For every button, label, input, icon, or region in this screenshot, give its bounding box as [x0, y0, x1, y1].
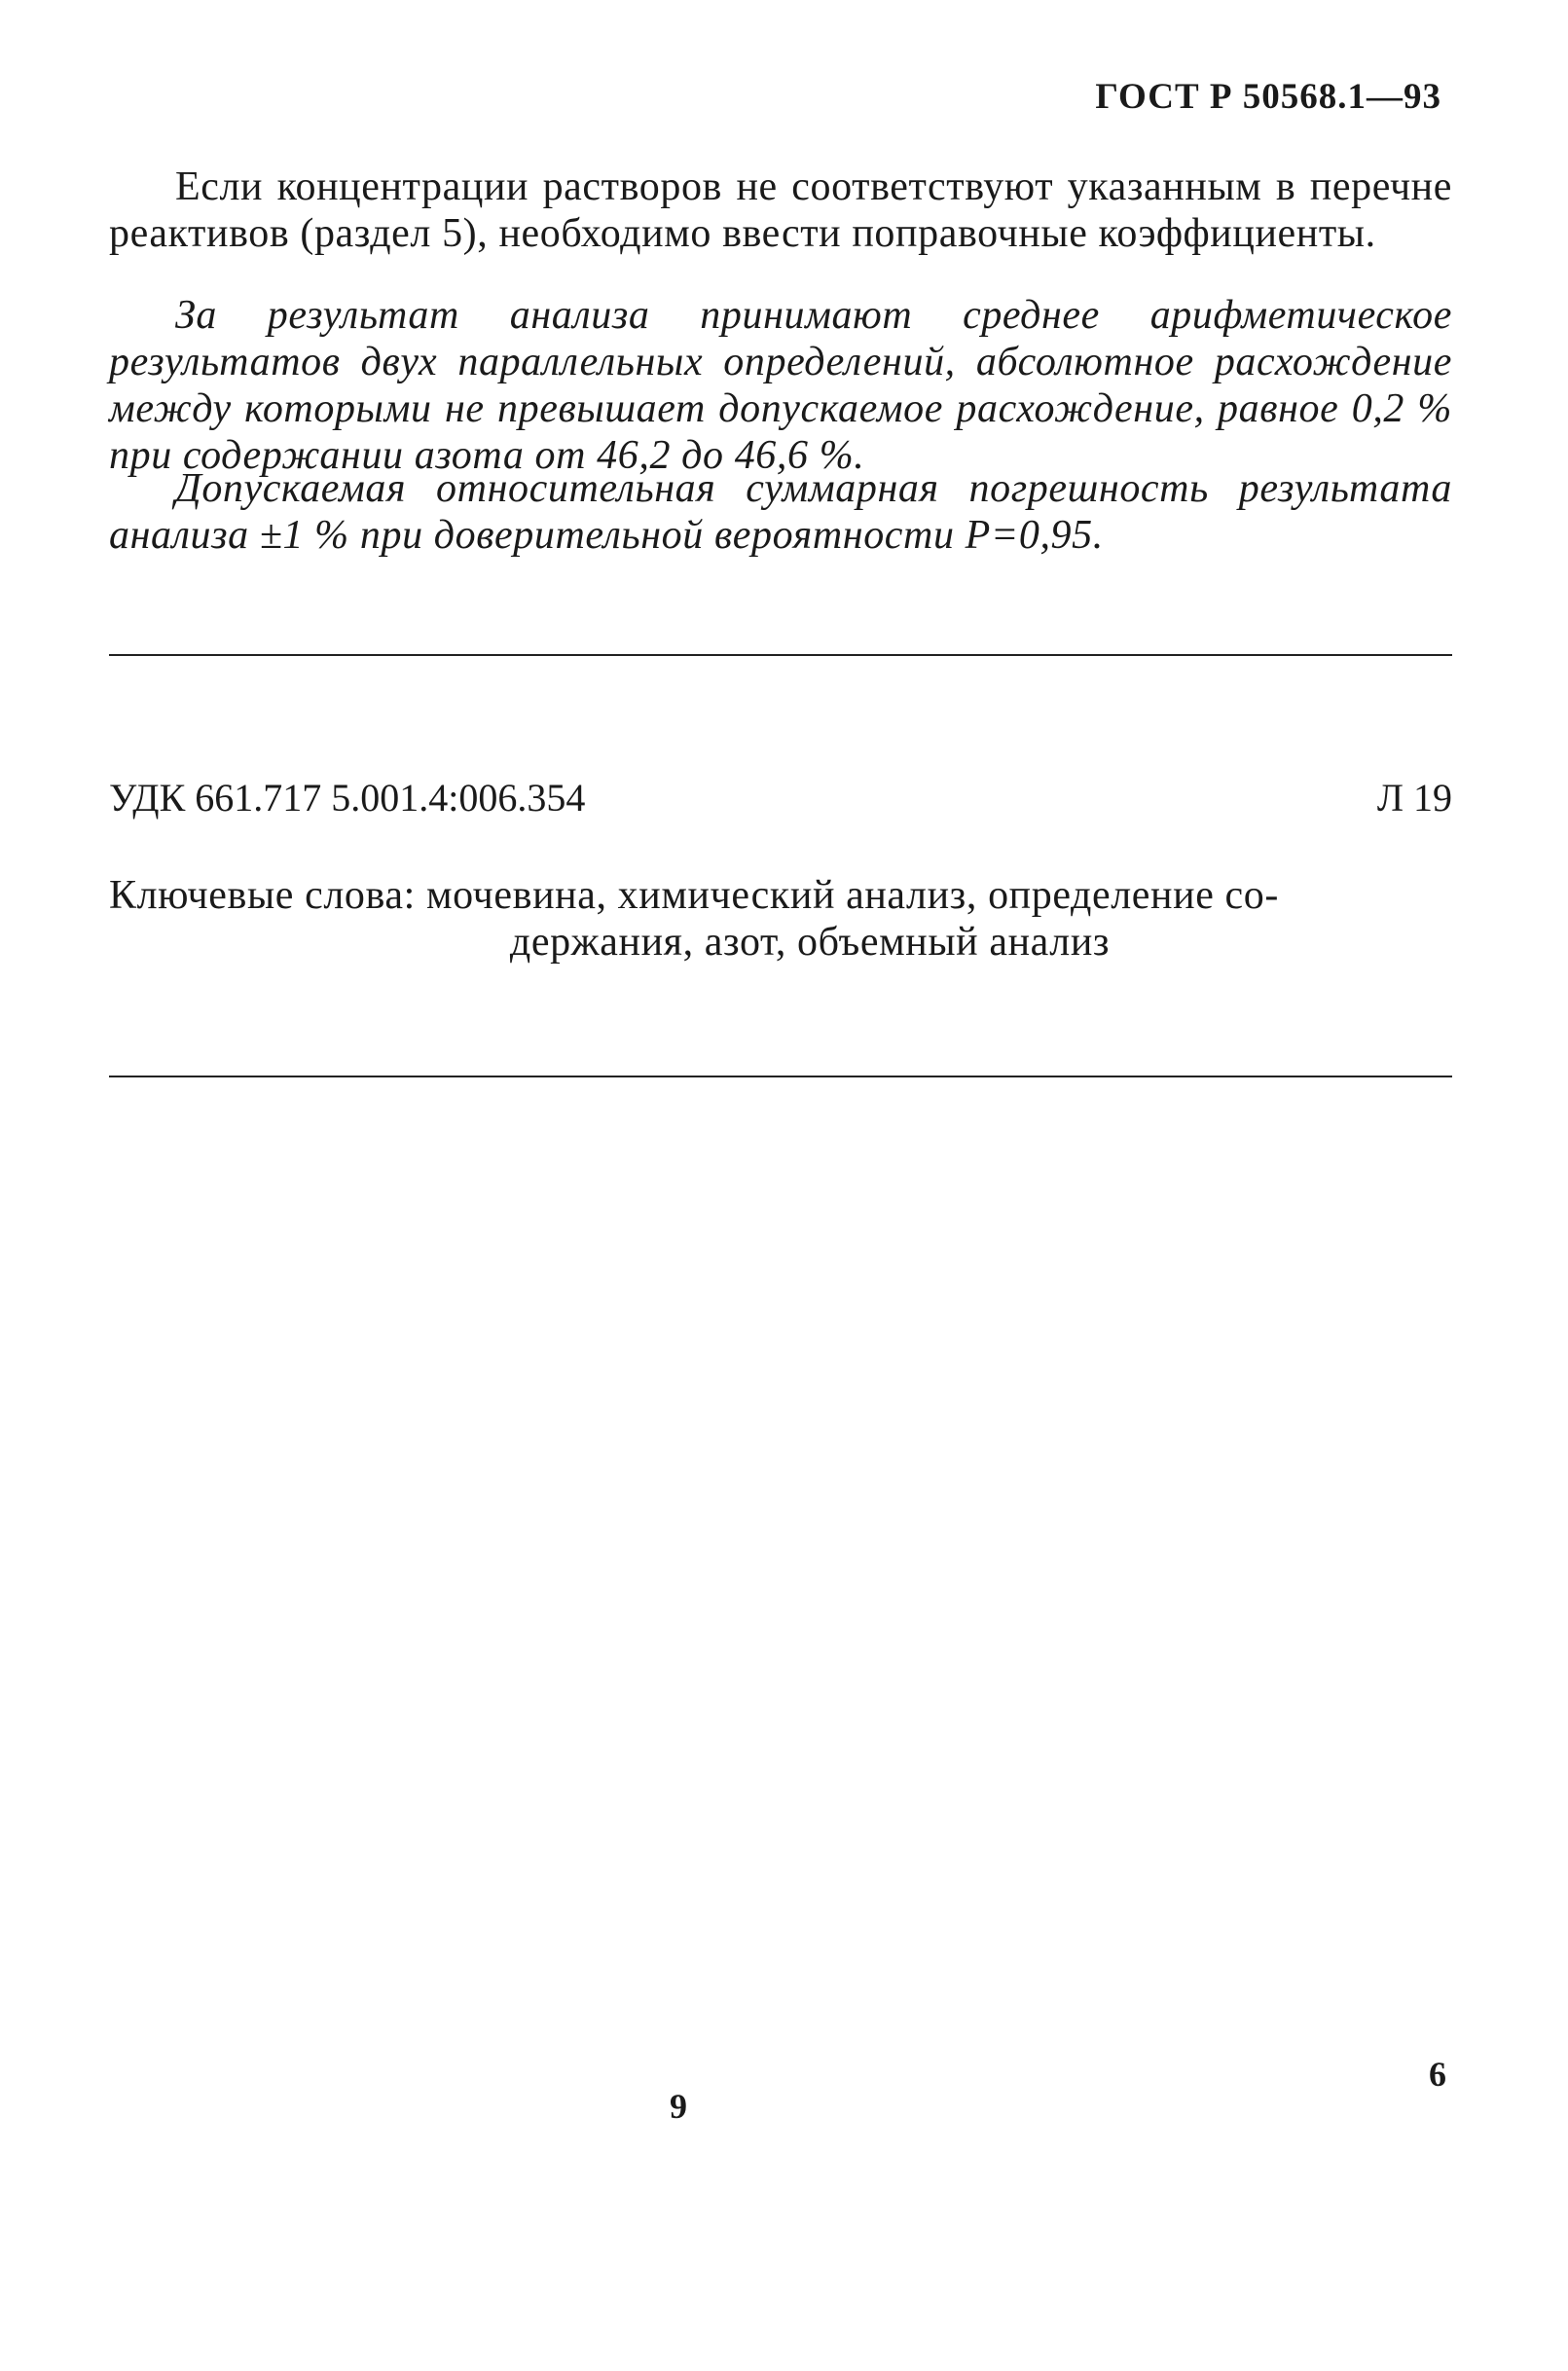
- divider-top: [109, 654, 1452, 656]
- standard-code: ГОСТ Р 50568.1—93: [1095, 77, 1441, 117]
- paragraph-correction-coefficients: Если концентрации растворов не соответствуют указанным в перечне реактивов (раздел 5), необходимо ввести поправочные коэффициенты.: [109, 164, 1452, 256]
- classification-row: [109, 775, 1452, 821]
- page-number: 9: [670, 2087, 687, 2126]
- group-code: Л 19: [1376, 776, 1452, 820]
- divider-bottom: [109, 1076, 1452, 1077]
- udk-code: УДК 661.717 5.001.4:006.354: [109, 776, 586, 820]
- keywords: [109, 872, 1452, 966]
- paragraph-permissible-error: Допускаемая относительная суммарная погрешность результата анализа ±1 % при доверительной вероятности P=0,95.: [109, 466, 1452, 558]
- keywords-line-2: держания, азот, объемный анализ: [509, 920, 1111, 965]
- sheet-number: 6: [1429, 2055, 1446, 2094]
- keywords-line-1: Ключевые слова: мочевина, химический анализ, определение со-: [109, 873, 1279, 918]
- paragraph-analysis-result: За результат анализа принимают среднее арифметическое результатов двух параллельных определений, абсолютное расхождение между которыми не превышает допускаемое расхождение, равное 0,2 % при содержании азота от 46,2 до 46,6 %.: [109, 293, 1452, 478]
